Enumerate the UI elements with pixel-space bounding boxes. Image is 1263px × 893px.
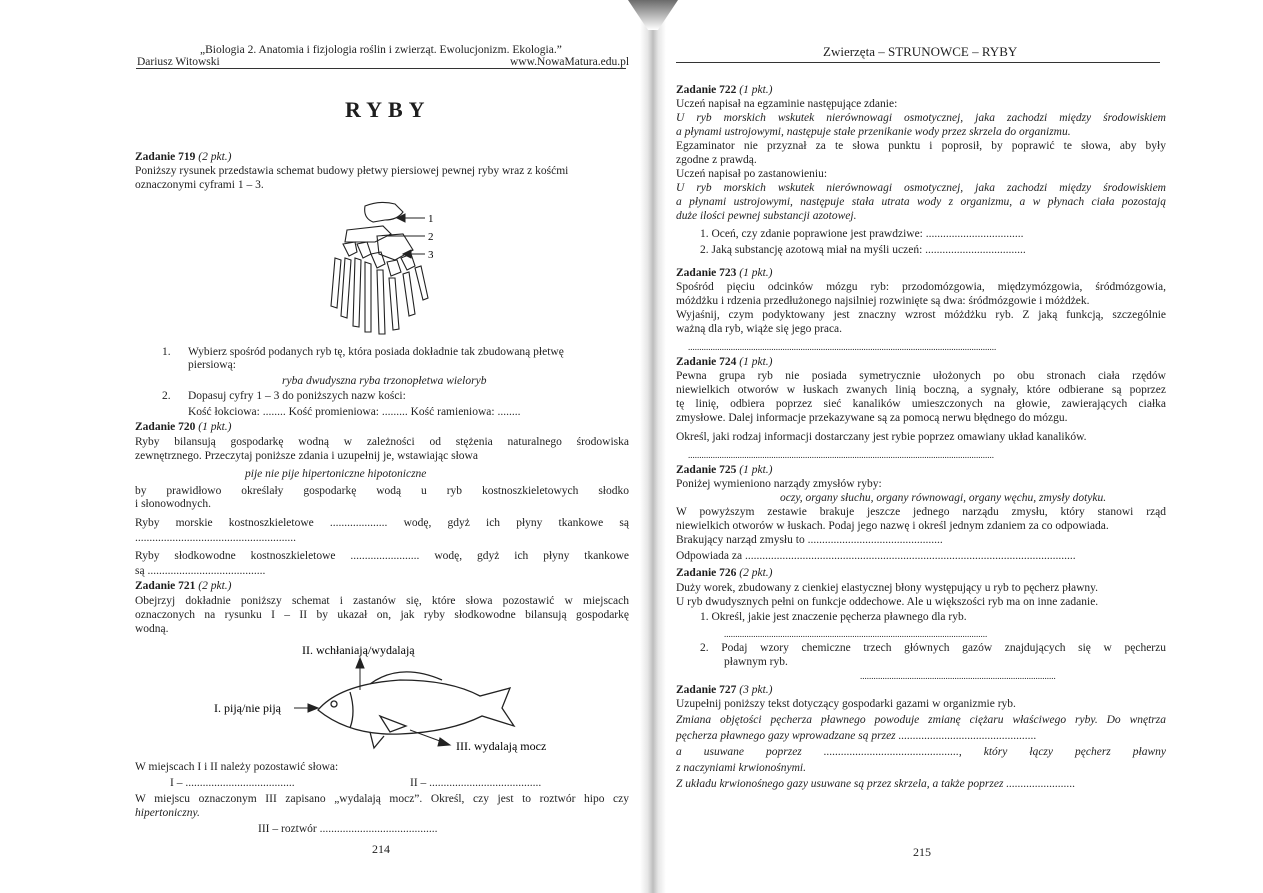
task-725-l3: W powyższym zestawie brakuje jeszcze jednego narządu zmysłu, który stanowi rząd [676,506,1166,518]
right-header-rule [676,62,1160,63]
task-726-q2: 2. Podaj wzory chemiczne trzech głównych gazów znajdujących się w pęcherzu [700,642,1166,654]
task-721-l2: oznaczonych na rysunku I – II by ukazał on, jak ryby słodkowodne bilansują gospodarkę [135,609,629,621]
task-725-l6: Odpowiada za ................................................................................................................... [676,550,1076,562]
task-721-fill1: I – ...................................... [170,777,295,789]
task-723-l4: ważną dla ryb, wiąże się jego praca. [676,323,843,335]
task-724-fill: ........................................................................................................................................ [688,450,994,460]
task-727-l5: z naczyniami krwionośnymi. [676,762,807,774]
task-723-l2: móżdżku i rdzenia przedłużonego najsilniej rozwinięte są dwa: śródmózgowie i móżdżek. [676,295,1090,307]
fish-label-I: I. piją/nie piją [214,701,281,715]
task-726-q1-fill: ..................................................................................................................... [724,629,988,639]
task-722-l5: zgodne z prawdą. [676,154,757,166]
fish-diagram [210,640,560,758]
task-722-q2: 2. Jaką substancję azotową miał na myśli uczeń: ................................... [700,244,1026,256]
task-722-l9: duże ilości pewnej substancji azotowej. [676,210,857,222]
task-720-l5: Ryby morskie kostnoszkieletowe .................... wodę, gdyż ich płyny tkankowe są [135,517,629,529]
task-719-intro2: oznaczonymi cyframi 1 – 3. [135,179,264,191]
task-721-fill3: III – roztwór ......................................... [258,823,438,835]
task-721-l1: Obejrzyj dokładnie poniższy schemat i zastanów się, które słowa pozostawić w miejscach [135,595,629,607]
task-725-l2: oczy, organy słuchu, organy równowagi, organy węchu, zmysły dotyku. [780,492,1107,504]
task-720-l8: są ......................................... [135,565,266,577]
task-721-heading: Zadanie 721 (2 pkt.) [135,580,232,592]
task-725-l4: niewielkich otworów w łuskach. Podaj jego nazwę i określ jednym zdaniem za co odpowiada. [676,520,1109,532]
task-720-words: pije nie pije hipertoniczne hipotoniczne [245,468,427,480]
task-727-l1: Uzupełnij poniższy tekst dotyczący gospodarki gazami w organizmie ryb. [676,698,1016,710]
task-724-l2: niewielkich otworów w łuskach zwanych linią boczną, a sygnały, które odbierane są poprzez [676,384,1166,396]
task-727-l6: Z układu krwionośnego gazy usuwane są przez skrzela, a także poprzez ........................ [676,778,1076,790]
task-720-l2: zewnętrznego. Przeczytaj poniższe zdania i uzupełnij je, wstawiając słowa [135,450,478,462]
task-725-heading: Zadanie 725 (1 pkt.) [676,464,773,476]
task-721-fill2: II – ....................................... [410,777,542,789]
fin-label-2: 2 [428,231,434,243]
task-723-heading: Zadanie 723 (1 pkt.) [676,267,773,279]
task-719-q2: Dopasuj cyfry 1 – 3 do poniższych nazw kości: [188,390,406,402]
task-719-q1b: piersiową: [188,359,236,371]
task-720-heading: Zadanie 720 (1 pkt.) [135,421,232,433]
fin-diagram [325,196,455,342]
task-721-l5: W miejscu oznaczonym III zapisano „wydalają mocz”. Określ, czy jest to roztwór hipo czy [135,793,629,805]
task-719-q2-num: 2. [162,390,171,402]
task-720-l1: Ryby bilansują gospodarkę wodną w zależności od stężenia naturalnego środowiska [135,436,629,448]
right-header: Zwierzęta – STRUNOWCE – RYBY [823,44,1018,59]
fish-label-III: III. wydalają mocz [456,739,547,753]
task-722-l4: Egzaminator nie przyznał za te słowa punktu i poprosił, by poprawić te słowa, aby były [676,140,1166,152]
task-726-q1: 1. Określ, jakie jest znaczenie pęcherza pławnego dla ryb. [700,611,967,623]
right-page [660,0,1263,893]
task-724-l5: Określ, jaki rodzaj informacji dostarczany jest rybie poprzez omawiany układ kanalików. [676,431,1087,443]
task-722-q1: 1. Oceń, czy zdanie poprawione jest prawdziwe: .................................. [700,228,1024,240]
task-723-l1: Spośród pięciu odcinków mózgu ryb: przodomózgowia, międzymózgowia, śródmózgowia, [676,281,1166,293]
bone-2 [345,226,391,242]
task-724-l4: zmysłowe. Dalej informacje przekazywane są za pomocą nerwu błędnego do mózgu. [676,412,1068,424]
task-724-l3: tę linię, odbiera poprzez sieć kanalików umieszczonych na głowie, zawierających ciałka [676,398,1166,410]
task-719-heading: Zadanie 719 (2 pkt.) [135,151,232,163]
fin-label-1: 1 [428,213,434,225]
fin-label-3: 3 [428,249,434,261]
header-rule [136,68,626,69]
task-725-l1: Poniżej wymieniono narządy zmysłów ryby: [676,478,882,490]
fish-body [318,680,514,734]
header-author: Dariusz Witowski [137,56,220,68]
task-719-options: ryba dwudyszna ryba trzonopłetwa wieloryb [282,375,487,387]
task-719-q1-num: 1. [162,346,171,358]
task-726-l1: Duży worek, zbudowany z cienkiej elastycznej błony występujący u ryb to pęcherz pławny. [676,582,1099,594]
header-site: www.NowaMatura.edu.pl [510,56,630,68]
task-719-q1: Wybierz spośród podanych ryb tę, która posiada dokładnie tak zbudowaną płetwę [188,346,564,358]
task-722-l8: a płynami ustrojowymi, następuje stała utrata wody z organizmu, a w płynach ciała pozostają [676,196,1166,208]
task-719-intro1: Poniższy rysunek przedstawia schemat budowy płetwy piersiowej pewnej ryby wraz z kośćmi [135,165,569,177]
task-719-q2-fill: Kość łokciowa: ........ Kość promieniowa: ......... Kość ramieniowa: ........ [188,406,521,418]
task-722-l1: Uczeń napisał na egzaminie następujące zdanie: [676,98,898,110]
task-721-l4: W miejscach I i II należy pozostawić słowa: [135,761,339,773]
task-727-l3: pęcherza pławnego gazy wprowadzane są przez ................................................ [676,730,1037,742]
task-727-heading: Zadanie 727 (3 pkt.) [676,684,773,696]
task-723-l3: Wyjaśnij, czym podyktowany jest znaczny wzrost móżdżku ryb. Z jaką funkcją, szczególnie [676,309,1166,321]
header-title: „Biologia 2. Anatomia i fizjologia roślin i zwierząt. Ewolucjonizm. Ekologia.” [200,44,562,56]
task-721-l3: wodną. [135,623,169,635]
task-722-heading: Zadanie 722 (1 pkt.) [676,84,773,96]
task-722-l7: U ryb morskich wskutek nierównowagi osmotycznej, jaka zachodzi między środowiskiem [676,182,1166,194]
task-721-l6: hipertoniczny. [135,807,200,819]
task-723-fill: ......................................................................................................................................... [688,342,997,352]
task-724-heading: Zadanie 724 (1 pkt.) [676,356,773,368]
task-720-l4: i słonowodnych. [135,498,212,510]
task-726-l2: U ryb dwudysznych pełni on funkcje oddechowe. Ale u większości ryb ma on inne zadanie. [676,596,1099,608]
task-727-l2: Zmiana objętości pęcherza pławnego powoduje zmianę ciężaru właściwego ryby. Do wnętrza [676,714,1166,726]
bone-1 [365,202,403,222]
task-727-l4: a usuwane poprzez ..............................................., który łączy pęcherz pławny [676,746,1166,758]
fish-label-II: II. wchłaniają/wydalają [302,643,415,657]
task-726-heading: Zadanie 726 (2 pkt.) [676,567,773,579]
task-720-l3: by prawidłowo określały gospodarkę wodą u ryb kostnoszkieletowych słodko [135,485,629,497]
task-720-l6: ........................................................ [135,532,296,544]
task-722-l6: Uczeń napisał po zastanowieniu: [676,168,828,180]
page-number-right: 215 [913,845,931,859]
task-726-q2b: pławnym ryb. [724,656,788,668]
task-720-l7: Ryby słodkowodne kostnoszkieletowe ........................ wodę, gdyż ich płyny tkankowe [135,550,629,562]
task-726-q2-fill: ....................................................................................... [860,671,1056,681]
task-725-l5: Brakujący narząd zmysłu to ............................................... [676,534,943,546]
page-title: RYBY [345,97,431,122]
page-number-left: 214 [372,842,390,856]
task-724-l1: Pewna grupa ryb nie posiada symetrycznie ułożonych po obu stronach ciała rzędów [676,370,1166,382]
task-722-l3: a płynami ustrojowymi, następuje stałe przenikanie wody przez skrzela do organizmu. [676,126,1071,138]
task-722-l2: U ryb morskich wskutek nierównowagi osmotycznej, jaka zachodzi między środowiskiem [676,112,1166,124]
